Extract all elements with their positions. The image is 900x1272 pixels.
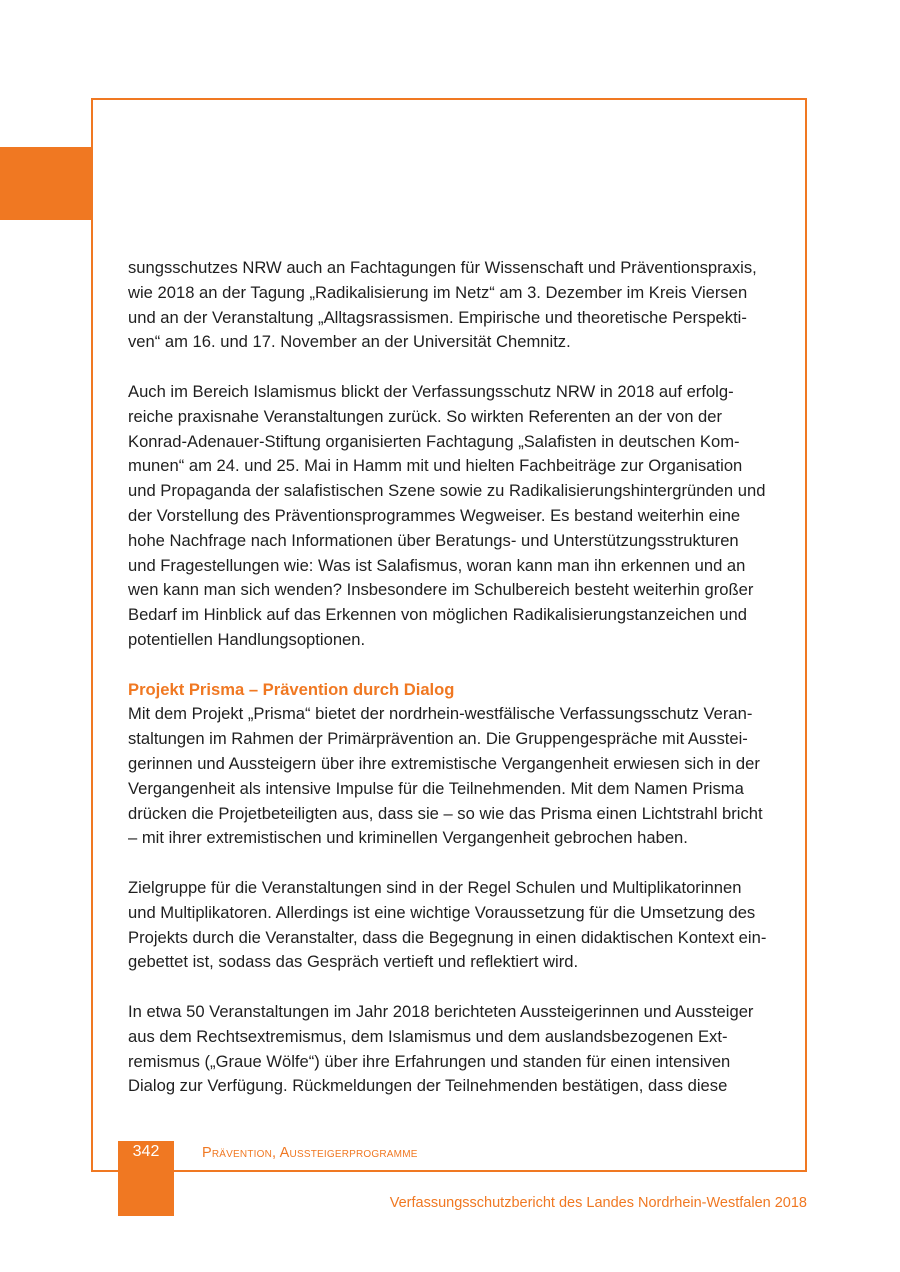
text-line: der Vorstellung des Präventionsprogrammes Wegweiser. Es bestand weiterhin eine [128, 505, 741, 525]
text-line: drücken die Projetbeteiligten aus, dass sie – so wie das Prisma einen Lichtstrahl bricht [128, 803, 763, 823]
paragraph-4 [128, 876, 788, 975]
paragraph-3 [128, 702, 788, 851]
text-line: ven“ am 16. und 17. November an der Universität Chemnitz. [128, 332, 571, 352]
text-line: remismus („Graue Wölfe“) über ihre Erfahrungen und standen für einen intensiven [128, 1051, 731, 1071]
text-line: Bedarf im Hinblick auf das Erkennen von möglichen Radikalisierungstanzeichen und [128, 605, 747, 625]
text-line: Konrad-Adenauer-Stiftung organisierten Fachtagung „Salafisten in deutschen Kom- [128, 431, 740, 451]
text-line: potentiellen Handlungsoptionen. [128, 629, 366, 649]
text-line: Projekts durch die Veranstalter, dass die Begegnung in einen didaktischen Kontext ein- [128, 927, 767, 947]
text-line: und Propaganda der salafistischen Szene sowie zu Radikalisierungshintergründen und [128, 481, 766, 501]
text-line: Zielgruppe für die Veranstaltungen sind in der Regel Schulen und Multiplikatorinnen [128, 877, 742, 897]
text-line: aus dem Rechtsextremismus, dem Islamismus und dem auslandsbezogenen Ext- [128, 1026, 728, 1046]
text-line: und Multiplikatoren. Allerdings ist eine wichtige Voraussetzung für die Umsetzung des [128, 902, 756, 922]
text-line: reiche praxisnahe Veranstaltungen zurück. So wirkten Referenten an der von der [128, 406, 723, 426]
paragraph-1 [128, 256, 788, 355]
text-line: – mit ihrer extremistischen und kriminellen Vergangenheit gebrochen haben. [128, 828, 688, 848]
section-heading: Projekt Prisma – Prävention durch Dialog [128, 679, 455, 699]
text-line: In etwa 50 Veranstaltungen im Jahr 2018 berichteten Aussteigerinnen und Aussteiger [128, 1001, 754, 1021]
text-line: wen kann man sich wenden? Insbesondere im Schulbereich besteht weiterhin großer [128, 580, 754, 600]
text-line: Mit dem Projekt „Prisma“ bietet der nordrhein-westfälische Verfassungsschutz Veran- [128, 704, 753, 724]
page-number: 342 [132, 1143, 160, 1160]
paragraph-5 [128, 1000, 788, 1099]
text-line: gerinnen und Aussteigern über ihre extremistische Vergangenheit erwiesen sich in der [128, 753, 760, 773]
text-line: munen“ am 24. und 25. Mai in Hamm mit und hielten Fachbeiträge zur Organisation [128, 456, 743, 476]
text-line: Auch im Bereich Islamismus blickt der Verfassungsschutz NRW in 2018 auf erfolg- [128, 381, 734, 401]
text-line: sungsschutzes NRW auch an Fachtagungen für Wissenschaft und Präventionspraxis, [128, 258, 757, 277]
text-line: Dialog zur Verfügung. Rückmeldungen der Teilnehmenden bestätigen, dass diese [128, 1076, 728, 1096]
text-line: hohe Nachfrage nach Informationen über Beratungs- und Unterstützungsstrukturen [128, 530, 739, 550]
text-line: und an der Veranstaltung „Alltagsrassismen. Empirische und theoretische Perspekti- [128, 307, 747, 327]
body-text [128, 256, 788, 1099]
report-title: Verfassungsschutzbericht des Landes Nordrhein-Westfalen 2018 [389, 1195, 807, 1211]
text-line: staltungen im Rahmen der Primärprävention an. Die Gruppengespräche mit Ausstei- [128, 729, 748, 749]
paragraph-2 [128, 380, 788, 653]
running-section-title: Prävention, Aussteigerprogramme [202, 1145, 418, 1161]
text-line: Vergangenheit als intensive Impulse für die Teilnehmenden. Mit dem Namen Prisma [128, 778, 744, 798]
text-line: und Fragestellungen wie: Was ist Salafismus, woran kann man ihn erkennen und an [128, 555, 746, 575]
text-line: gebettet ist, sodass das Gespräch vertieft und reflektiert wird. [128, 952, 579, 972]
text-line: wie 2018 an der Tagung „Radikalisierung im Netz“ am 3. Dezember im Kreis Viersen [128, 282, 748, 302]
chapter-tab-marker [0, 147, 93, 220]
